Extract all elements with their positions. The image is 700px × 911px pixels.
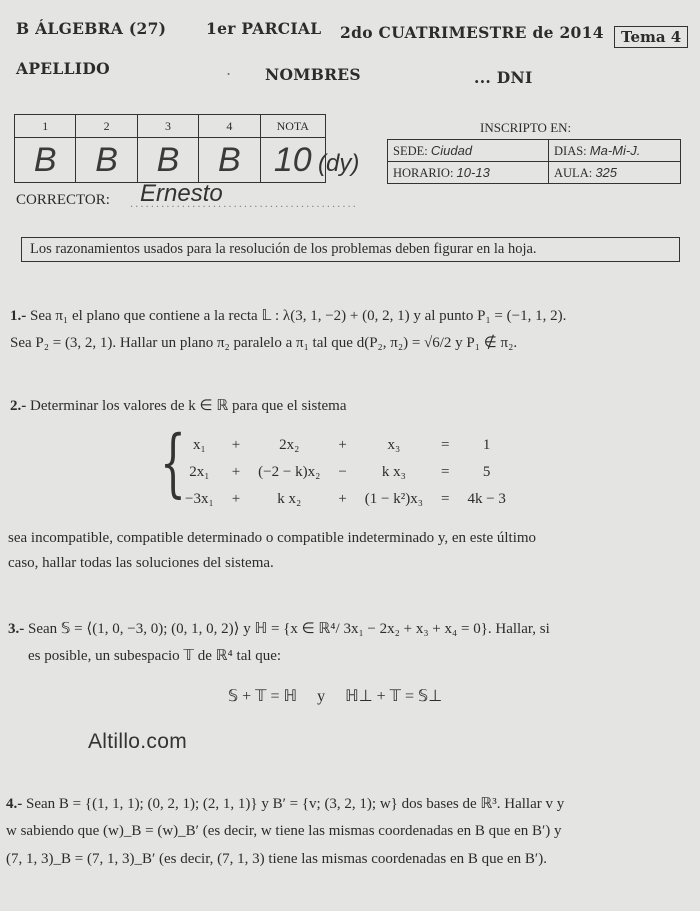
system-cell: +	[231, 491, 241, 507]
corrector-signature: Ernesto	[140, 180, 223, 207]
problem-1-line-1: Sea π₁ el plano que contiene a la recta 𝕃 : λ(3, 1, −2) + (0, 2, 1) y al punto P₁ = (−1, 1, 2).	[30, 308, 567, 324]
system-cell: −	[338, 464, 347, 480]
problem-1	[10, 303, 566, 330]
grade-value-2: B	[76, 138, 137, 183]
nombres-label: NOMBRES	[265, 65, 361, 84]
system-cell: x₃	[387, 437, 401, 453]
system-cell: (−2 − k)x₂	[258, 464, 321, 480]
grade-value-nota: 10	[260, 138, 325, 183]
problem-3-equation: 𝕊 + 𝕋 = ℍ y ℍ⊥ + 𝕋 = 𝕊⊥	[228, 688, 443, 705]
dias-label: DIAS:	[554, 143, 587, 158]
system-cell: 1	[482, 437, 491, 453]
sede-label: SEDE:	[393, 143, 428, 158]
system-cell: +	[231, 437, 241, 453]
system-cell: x₁	[192, 437, 206, 453]
system-cell: −3x₁	[185, 491, 214, 507]
problem-1-number: 1.-	[10, 308, 27, 324]
grades-table	[14, 114, 326, 183]
horario-value: 10-13	[456, 164, 490, 180]
grade-value-4: B	[199, 138, 260, 183]
problem-2-line-1: Determinar los valores de k ∈ ℝ para que el sistema	[30, 398, 347, 414]
corrector-dots: ............................................	[130, 199, 358, 210]
problem-2	[10, 393, 347, 420]
enrollment-table	[387, 139, 681, 184]
system-cell: =	[440, 464, 450, 480]
problem-4-line-2: w sabiendo que (w)_B = (w)_B′ (es decir, w tiene las mismas coordenadas en B que en B′) y	[6, 823, 562, 839]
system-cell: =	[440, 437, 450, 453]
problem-4	[6, 791, 564, 818]
problem-3	[8, 616, 550, 643]
grade-header-nota: NOTA	[260, 115, 325, 138]
problem-2-line-2: sea incompatible, compatible determinado o compatible indeterminado y, en este último	[8, 530, 537, 546]
grade-annotation: (dy)	[318, 150, 360, 177]
sede-value: Ciudad	[430, 142, 473, 158]
grade-header-2: 2	[76, 115, 137, 138]
system-cell: +	[338, 437, 347, 453]
horario-label: HORARIO:	[393, 165, 454, 180]
watermark: Altillo.com	[88, 730, 187, 753]
system-row-3	[176, 486, 515, 513]
system-row-2	[176, 459, 515, 486]
problem-4-line-1: Sean B = {(1, 1, 1); (0, 2, 1); (2, 1, 1)} y B′ = {v; (3, 2, 1); w} dos bases de ℝ³. Hallar v y	[26, 796, 565, 812]
topic-box: Tema 4	[614, 26, 688, 48]
system-cell: =	[440, 491, 450, 507]
course-title: B ÁLGEBRA (27)	[16, 19, 167, 38]
equation-system	[176, 432, 515, 513]
dias-value: Ma-Mi-J.	[589, 142, 641, 158]
problem-3-line-2: es posible, un subespacio 𝕋 de ℝ⁴ tal que:	[28, 648, 282, 664]
instructions-note: Los razonamientos usados para la resolución de los problemas deben figurar en la hoja.	[21, 237, 680, 262]
problem-4-number: 4.-	[6, 796, 23, 812]
system-cell: 2x₁	[189, 464, 210, 480]
dni-label: ... DNI	[474, 68, 533, 87]
apellido-label: APELLIDO	[16, 59, 110, 78]
problem-4-line-3: (7, 1, 3)_B = (7, 1, 3)_B′ (es decir, (7, 1, 3) tiene las mismas coordenadas en B que en B′).	[6, 851, 547, 867]
grade-value-1: B	[15, 138, 76, 183]
exam-title: 1er PARCIAL	[206, 19, 322, 38]
system-cell: (1 − k²)x₃	[364, 491, 423, 507]
system-cell: k x₂	[277, 491, 302, 507]
dots-left: .	[226, 60, 234, 79]
grade-header-3: 3	[137, 115, 198, 138]
enrollment-title: INSCRIPTO EN:	[480, 120, 572, 135]
system-brace: {	[160, 420, 186, 506]
system-cell: 5	[482, 464, 491, 480]
problem-3-line-1: Sean 𝕊 = ⟨(1, 0, −3, 0); (0, 1, 0, 2)⟩ y ℍ = {x ∈ ℝ⁴/ 3x₁ − 2x₂ + x₃ + x₄ = 0}. Hallar, si	[28, 621, 550, 637]
system-cell: 4k − 3	[467, 491, 506, 507]
problem-1-line-2: Sea P₂ = (3, 2, 1). Hallar un plano π₂ paralelo a π₁ tal que d(P₂, π₂) = √6/2 y P₁ ∉ π₂.	[10, 335, 518, 351]
grade-header-1: 1	[15, 115, 76, 138]
aula-label: AULA:	[554, 165, 593, 180]
system-cell: k x₃	[381, 464, 406, 480]
grade-value-3: B	[137, 138, 198, 183]
corrector-label: CORRECTOR:	[16, 192, 110, 208]
grade-header-4: 4	[199, 115, 260, 138]
problem-3-number: 3.-	[8, 621, 25, 637]
system-cell: +	[231, 464, 241, 480]
problem-2-line-3: caso, hallar todas las soluciones del sistema.	[8, 555, 274, 571]
exam-period: 2do CUATRIMESTRE de 2014	[340, 23, 604, 42]
system-row-1	[176, 432, 515, 459]
system-cell: 2x₂	[279, 437, 300, 453]
problem-2-number: 2.-	[10, 398, 27, 414]
system-cell: +	[338, 491, 347, 507]
aula-value: 325	[595, 164, 618, 180]
